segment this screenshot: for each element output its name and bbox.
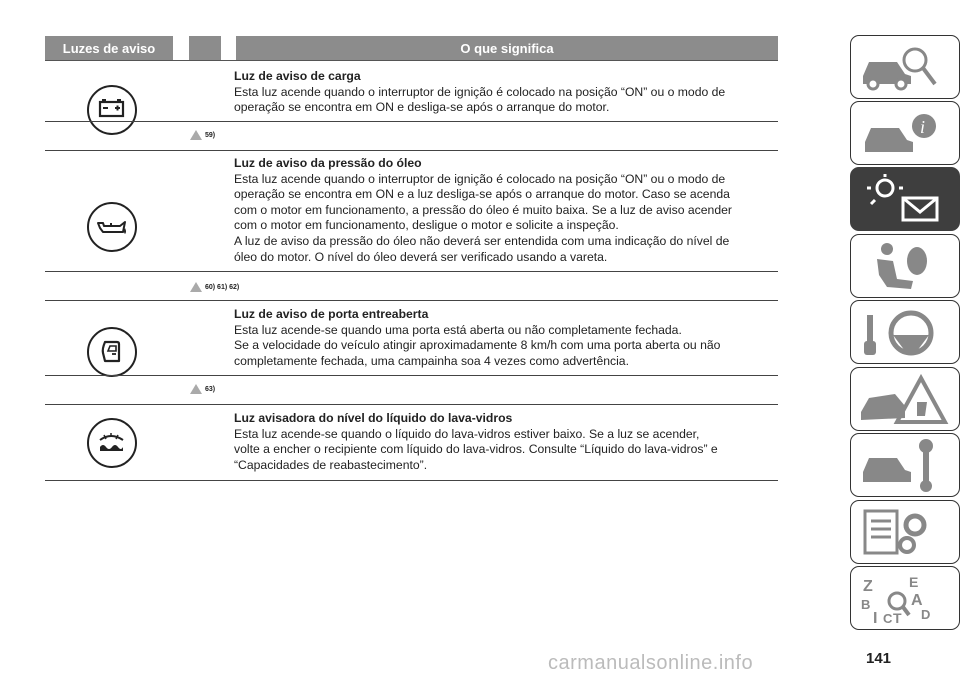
note-reference bbox=[190, 282, 239, 292]
entry-text-line: Se a velocidade do veículo atingir aproximadamente 8 km/h com uma porta aberta ou não bbox=[234, 338, 721, 353]
tab-warning-lights[interactable] bbox=[850, 167, 960, 231]
entry-text-line: óleo do motor. O nível do óleo deverá ser verificado usando a vareta. bbox=[234, 249, 608, 264]
entry-title: Luz de aviso de carga bbox=[234, 69, 361, 83]
row-divider bbox=[45, 150, 778, 151]
tab-maintenance[interactable] bbox=[850, 433, 960, 497]
alphabet-index-icon bbox=[857, 571, 949, 627]
battery-warning-icon bbox=[87, 85, 137, 135]
header-divider bbox=[45, 60, 778, 61]
svg-text:Z: Z bbox=[863, 578, 873, 595]
header-label-meaning: O que significa bbox=[460, 40, 554, 56]
row-divider bbox=[45, 271, 778, 272]
entry-title: Luz de aviso de porta entreaberta bbox=[234, 307, 429, 321]
entry-washer-fluid-warning bbox=[234, 411, 764, 473]
svg-text:A: A bbox=[911, 592, 923, 609]
warning-triangle-icon bbox=[190, 384, 202, 394]
entry-text-line: volte a encher o recipiente com líquido do lava-vidros. Consulte “Líquido do lava-vidros” e bbox=[234, 442, 718, 457]
note-reference bbox=[190, 384, 215, 394]
entry-charge-warning bbox=[234, 69, 764, 116]
header-col-meaning bbox=[236, 36, 778, 60]
svg-text:I: I bbox=[873, 610, 878, 627]
entry-text-line: A luz de aviso da pressão do óleo não deverá ser entendida com uma indicação do nível de bbox=[234, 233, 730, 248]
row-divider bbox=[45, 300, 778, 301]
key-steering-icon bbox=[857, 305, 949, 361]
svg-text:T: T bbox=[893, 610, 902, 626]
door-open-icon bbox=[87, 327, 137, 377]
entry-text-line: com o motor em funcionamento, a pressão do óleo é muito baixa. Se a luz de aviso acender bbox=[234, 202, 732, 217]
row-divider bbox=[45, 404, 778, 405]
note-reference-text: 63) bbox=[205, 385, 216, 393]
entry-title: Luz de aviso da pressão do óleo bbox=[234, 156, 422, 170]
row-divider bbox=[45, 480, 778, 481]
warning-light-envelope-icon bbox=[857, 172, 949, 228]
header-col-empty bbox=[189, 36, 221, 60]
svg-text:E: E bbox=[909, 574, 919, 590]
entry-text-line: operação se encontra em ON e a luz desliga-se após o arranque do motor. Caso se acenda bbox=[234, 187, 730, 202]
note-reference-text: 59) bbox=[205, 131, 216, 139]
svg-text:C: C bbox=[883, 611, 893, 626]
entry-text-line: operação se encontra em ON e desliga-se após o arranque do motor. bbox=[234, 100, 610, 115]
seat-airbag-icon bbox=[857, 239, 949, 295]
tab-car-info[interactable] bbox=[850, 101, 960, 165]
tab-starting-driving[interactable] bbox=[850, 300, 960, 364]
tab-emergency[interactable] bbox=[850, 367, 960, 431]
entry-title: Luz avisadora do nível do líquido do lava-vidros bbox=[234, 411, 513, 425]
svg-text:B: B bbox=[861, 597, 871, 612]
tab-index[interactable] bbox=[850, 566, 960, 630]
header-col-warning-lights bbox=[45, 36, 173, 60]
washer-fluid-icon bbox=[87, 418, 137, 468]
car-info-icon bbox=[857, 106, 949, 162]
svg-text:i: i bbox=[920, 117, 926, 137]
tab-technical-data[interactable] bbox=[850, 500, 960, 564]
warning-triangle-icon bbox=[190, 130, 202, 140]
tab-car-search[interactable] bbox=[850, 35, 960, 99]
list-gear-icon bbox=[857, 505, 949, 561]
entry-text-line: Esta luz acende-se quando uma porta está aberta ou não completamente fechada. bbox=[234, 322, 682, 337]
page-number: 141 bbox=[866, 650, 892, 667]
svg-text:D: D bbox=[921, 607, 931, 622]
warning-triangle-icon bbox=[190, 282, 202, 292]
note-reference-text: 60) 61) 62) bbox=[205, 283, 240, 291]
entry-text-line: “Capacidades de reabastecimento”. bbox=[234, 457, 428, 472]
row-divider bbox=[45, 121, 778, 122]
entry-text-line: Esta luz acende quando o interruptor de ignição é colocado na posição “ON” ou o modo de bbox=[234, 84, 726, 99]
car-search-icon bbox=[857, 40, 949, 96]
note-reference bbox=[190, 130, 215, 140]
entry-text-line: Esta luz acende quando o interruptor de ignição é colocado na posição “ON” ou o modo de bbox=[234, 171, 726, 186]
entry-text-line: Esta luz acende-se quando o líquido do lava-vidros estiver baixo. Se a luz se acender, bbox=[234, 426, 700, 441]
header-label-warning-lights: Luzes de aviso bbox=[62, 40, 156, 56]
oil-pressure-icon bbox=[87, 202, 137, 252]
watermark: carmanualsonline.info bbox=[548, 652, 754, 674]
entry-oil-pressure-warning bbox=[234, 156, 764, 265]
car-crash-warning-icon bbox=[857, 372, 949, 428]
entry-door-ajar-warning bbox=[234, 307, 764, 369]
entry-text-line: completamente fechada, uma campainha soa 4 vezes como advertência. bbox=[234, 353, 629, 368]
entry-text-line: com o motor em funcionamento, desligue o motor e solicite a inspeção. bbox=[234, 218, 619, 233]
row-divider bbox=[45, 375, 778, 376]
tab-safety[interactable] bbox=[850, 234, 960, 298]
car-wrench-icon bbox=[857, 438, 949, 494]
